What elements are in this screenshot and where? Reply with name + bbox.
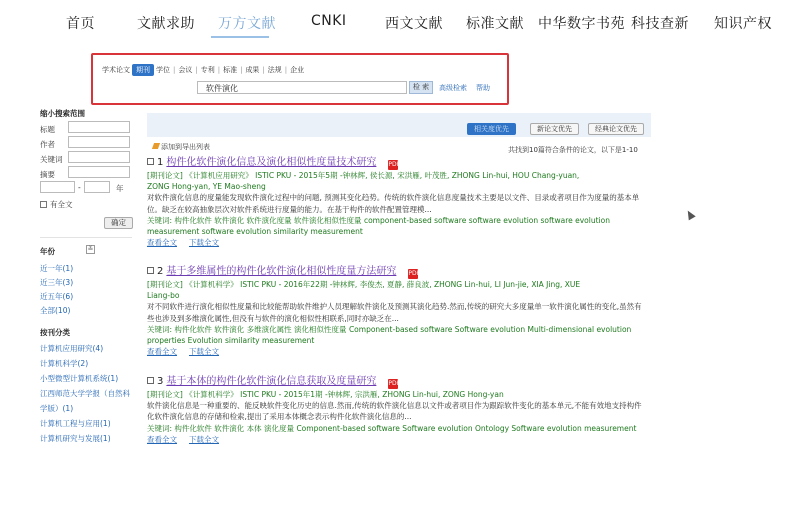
nav-wanfang[interactable]: 万方文献: [218, 16, 276, 32]
download-fulltext-link[interactable]: 下载全文: [189, 434, 219, 444]
search-button[interactable]: 检 索: [409, 81, 433, 94]
category-item[interactable]: 计算机研究与发展(1): [40, 434, 111, 443]
record-meta-cont: ZONG Hong-yan, YE Mao-sheng: [147, 182, 266, 192]
record-checkbox[interactable]: [147, 267, 154, 274]
sidebar-divider: [40, 237, 132, 238]
record-keywords: 关键词: 构件化软件 软件演化 软件演化度量 软件演化相似性度量 component-based software software evolution software evolution measurement software evolution similarity measurement: [147, 215, 610, 237]
result-record: 1 构件化软件演化信息及演化相似性度量技术研究 PDF [期刊论文] 《计算机应用研究》 ISTIC PKU - 2015年5期 -钟林辉, 侯长源, 宋洪雁, 叶茂胜, ZHONG Lin-hui, HOU Chang-yuan, ZONG Hong-yan, YE Mao-sheng 对软件演化信息的度量能发现软件演化过程中的问题, 预测其变化趋势。传统的软件演化信息度量技术主要是以文件、目录或者项目作为度量的基本单位。缺乏在较高抽象层次对软件系统进行度量的能力。在基于构件的软件配置管理模... 关键词: 构件化软件 软件演化 软件演化度量 软件演化相似性度量 component-based software software evolution software evolution measurement software evolution similarity measurement 查看全文 下载全文: [147, 157, 651, 248]
type-journal[interactable]: 期刊: [132, 64, 154, 76]
download-fulltext-link[interactable]: 下载全文: [189, 347, 219, 357]
result-count: 共找到10篇符合条件的论文，以下是1-10: [508, 146, 638, 154]
record-title-link[interactable]: 基于本体的构件化软件演化信息获取及度量研究: [166, 376, 377, 387]
year-to-field[interactable]: [84, 181, 110, 193]
abstract-field[interactable]: [68, 166, 130, 178]
nav-western-literature[interactable]: 西文文献: [385, 16, 443, 32]
sort-classic-button[interactable]: 经典论文优先: [588, 123, 644, 135]
result-record: 2 基于多维属性的构件化软件演化相似性度量方法研究 PDF [期刊论文] 《计算机科学》 ISTIC PKU - 2016年22期 -钟林辉, 李俊杰, 夏静, 薛良波, ZHONG Lin-hui, LI Jun-jie, XIA Jing, XUE Liang-bo 对不同软件进行演化相似性度量和比较能帮助软件维护人员理解软件演化及预测其演化趋势.然而,传统的研究大多度量单一软件演化属性的变化,虽然有些也涉及到多维演化属性,但没有与软件的演化相似性相联系,同时亦缺乏在... 关键词: 构件化软件 软件演化 多维演化属性 演化相似性度量 Component-based software Software evolution Multi-dimensional evolution properties Evolution similarity measurement 查看全文 下载全文: [147, 266, 651, 357]
record-meta-cont: Liang-bo: [147, 291, 180, 301]
type-academic-paper[interactable]: 学术论文: [102, 66, 130, 74]
type-achievement[interactable]: 成果: [245, 66, 260, 74]
type-enterprise[interactable]: 企业: [290, 66, 305, 74]
field-label-abstract: 摘要: [40, 170, 55, 179]
checkbox-icon: [40, 201, 47, 208]
download-fulltext-link[interactable]: 下载全文: [189, 238, 219, 248]
export-icon: [152, 143, 160, 149]
category-section-title: 按刊分类: [40, 328, 70, 337]
view-fulltext-link[interactable]: 查看全文: [147, 238, 177, 248]
keyword-field[interactable]: [68, 151, 130, 163]
type-patent[interactable]: 专利: [200, 66, 215, 74]
mouse-cursor-icon: [684, 209, 695, 221]
record-checkbox[interactable]: [147, 377, 154, 384]
record-meta: [期刊论文] 《计算机科学》 ISTIC PKU - 2015年1期 -钟林辉, 宗洪雁, ZHONG Lin-hui, ZONG Hong-yan: [147, 390, 504, 399]
view-fulltext-link[interactable]: 查看全文: [147, 434, 177, 444]
nav-novelty-search[interactable]: 科技查新: [631, 16, 689, 32]
record-checkbox[interactable]: [147, 158, 154, 165]
record-meta: [期刊论文] 《计算机应用研究》 ISTIC PKU - 2015年5期 -钟林辉, 侯长源, 宋洪雁, 叶茂胜, ZHONG Lin-hui, HOU Chang-yuan,: [147, 171, 580, 180]
active-tab-underline: [211, 36, 269, 38]
category-item[interactable]: 计算机工程与应用(1): [40, 419, 111, 428]
help-link[interactable]: 帮助: [476, 84, 490, 92]
year-item[interactable]: 近一年(1): [40, 264, 74, 273]
category-item[interactable]: 计算机应用研究(4): [40, 344, 104, 353]
year-label: 年: [116, 184, 124, 193]
record-meta: [期刊论文] 《计算机科学》 ISTIC PKU - 2016年22期 -钟林辉, 李俊杰, 夏静, 薛良波, ZHONG Lin-hui, LI Jun-jie, XIA Jing, XUE: [147, 280, 581, 289]
view-fulltext-link[interactable]: 查看全文: [147, 347, 177, 357]
nav-ip[interactable]: 知识产权: [714, 16, 772, 32]
title-field[interactable]: [68, 121, 130, 133]
record-abstract: 软件演化信息是一种重要的、能反映软件变化历史的信息.然而,传统的软件演化信息以文件或者项目作为跟踪软件变化的基本单元,不能有效地支持构件化软件演化信息的存储和检索,提出了采用本体概念表示构件化软件演化信息的...: [147, 401, 642, 422]
advanced-search-link[interactable]: 高级检索: [439, 84, 467, 92]
field-label-author: 作者: [40, 140, 55, 149]
confirm-button[interactable]: 确定: [104, 217, 133, 229]
collapse-icon[interactable]: ≚: [87, 245, 94, 253]
category-item[interactable]: 小型微型计算机系统(1): [40, 374, 119, 383]
field-label-keyword: 关键词: [40, 155, 63, 164]
sort-relevance-button[interactable]: 相关度优先: [467, 123, 516, 135]
nav-home[interactable]: 首页: [66, 16, 95, 32]
field-label-title: 标题: [40, 125, 55, 134]
type-standard[interactable]: 标准: [223, 66, 238, 74]
pdf-icon[interactable]: PDF: [388, 161, 401, 168]
nav-cnki[interactable]: CNKI: [311, 13, 347, 29]
record-keywords: 关键词: 构件化软件 软件演化 多维演化属性 演化相似性度量 Component-based software Software evolution Multi-dimensional evolution properties Evolution similarity measurement: [147, 324, 632, 346]
nav-digital-books[interactable]: 中华数字书苑: [538, 16, 625, 32]
record-keywords: 关键词: 构件化软件 软件演化 本体 演化度量 Component-based software Software evolution Ontology Software evolution measurement: [147, 423, 637, 433]
year-item[interactable]: 全部(10): [40, 306, 71, 315]
sort-newest-button[interactable]: 新论文优先: [530, 123, 579, 135]
search-panel-highlight: [91, 53, 509, 105]
author-field[interactable]: [68, 136, 130, 148]
category-item[interactable]: 江西师范大学学报（自然科: [40, 389, 130, 398]
category-item[interactable]: 计算机科学(2): [40, 359, 89, 368]
fulltext-checkbox[interactable]: 有全文: [40, 199, 73, 210]
export-list-link[interactable]: 添加到导出列表: [153, 142, 210, 152]
nav-standards[interactable]: 标准文献: [466, 16, 524, 32]
type-thesis[interactable]: 学位: [156, 66, 170, 74]
year-section-title: 年份: [40, 247, 55, 256]
pdf-icon[interactable]: PDF: [408, 270, 421, 277]
search-input[interactable]: 软件演化: [197, 81, 407, 94]
record-title-link[interactable]: 基于多维属性的构件化软件演化相似性度量方法研究: [166, 266, 397, 277]
nav-literature-request[interactable]: 文献求助: [137, 16, 195, 32]
refine-title: 缩小搜索范围: [40, 109, 85, 118]
year-item[interactable]: 近三年(3): [40, 278, 74, 287]
record-abstract: 对不同软件进行演化相似性度量和比较能帮助软件维护人员理解软件演化及预测其演化趋势.然而,传统的研究大多度量单一软件演化属性的变化,虽然有些也涉及到多维演化属性,但没有与软件的演化相似性相联系,同时亦缺乏在...: [147, 302, 642, 323]
record-title-link[interactable]: 构件化软件演化信息及演化相似性度量技术研究: [166, 157, 377, 168]
pdf-icon[interactable]: PDF: [388, 380, 401, 387]
category-item[interactable]: 学版）(1): [40, 404, 74, 413]
record-abstract: 对软件演化信息的度量能发现软件演化过程中的问题, 预测其变化趋势。传统的软件演化信息度量技术主要是以文件、目录或者项目作为度量的基本单位。缺乏在较高抽象层次对软件系统进行度量的能力。在基于构件的软件配置管理模...: [147, 193, 640, 214]
year-from-field[interactable]: [40, 181, 75, 193]
year-item[interactable]: 近五年(6): [40, 292, 74, 301]
search-type-selector: 学术论文 期刊 学位 | 会议 | 专利 | 标准 | 成果 | 法规 | 企业: [102, 66, 305, 74]
year-dash: -: [78, 183, 81, 192]
type-conference[interactable]: 会议: [178, 66, 193, 74]
type-regulation[interactable]: 法规: [267, 66, 282, 74]
result-record: 3 基于本体的构件化软件演化信息获取及度量研究 PDF [期刊论文] 《计算机科学》 ISTIC PKU - 2015年1期 -钟林辉, 宗洪雁, ZHONG Lin-hui, ZONG Hong-yan 软件演化信息是一种重要的、能反映软件变化历史的信息.然而,传统的软件演化信息以文件或者项目作为跟踪软件变化的基本单元,不能有效地支持构件化软件演化信息的存储和检索,提出了采用本体概念表示构件化软件演化信息的... 关键词: 构件化软件 软件演化 本体 演化度量 Component-based software Software evolution Ontology Software evolution measurement 查看全文 下载全文: [147, 376, 651, 445]
top-navigation: [0, 0, 800, 42]
